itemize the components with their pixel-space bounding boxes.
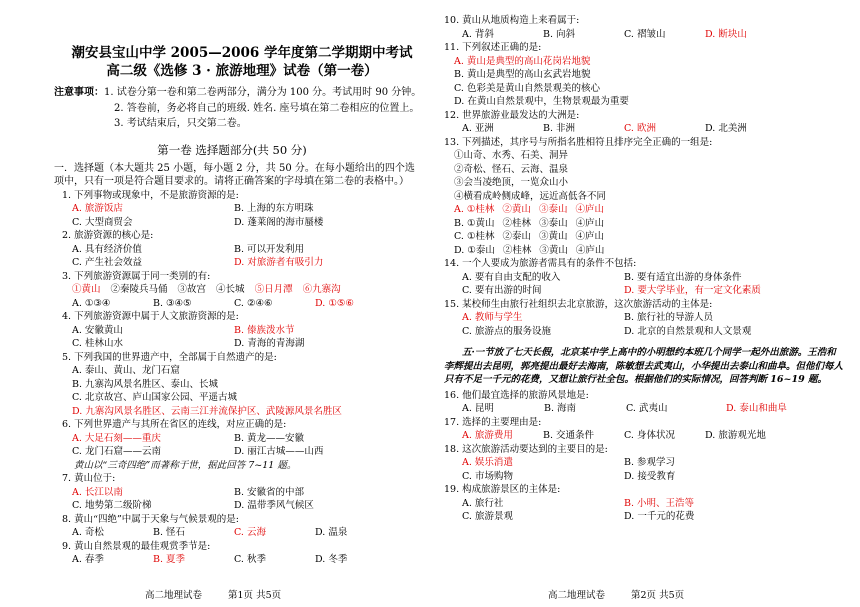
exam-subtitle: 高二级《选修 3 · 旅游地理》试卷（第一卷） [106, 63, 378, 79]
question-10: 10. 黄山从地质构造上来看属于: A. 背斜 B. 向斜 C. 褶皱山 D. 断块山 [444, 15, 747, 40]
section-title: 第一卷 选择题部分(共 50 分) [157, 142, 307, 157]
question-12: 12. 世界旅游业最发达的大洲是: A. 亚洲 B. 非洲 C. 欧洲 D. 北美洲 [444, 109, 747, 134]
note-3: 3. 考试结束后，只交第二卷。 [114, 118, 247, 129]
footer-right-name: 高二地理试卷 [548, 590, 606, 601]
question-14: 14. 一个人要成为旅游者需具有的条件不包括: A. 要有自由支配的收入 B. 要有适宜出游的身体条件 C. 要有出游的时间 D. 要大学毕业，有一定文化素质 [444, 258, 761, 296]
notes [54, 85, 432, 132]
instructions: 一．选择题（本大题共 25 小题，每小题 2 分，共 50 分。在每小题给出的四个选项中，只有一项是符合题目要求的。请将正确答案的字母填在第二卷的表格中。） [54, 162, 415, 187]
note-1: 1. 试卷分第一卷和第二卷两部分，满分为 100 分。考试用时 90 分钟。 [104, 87, 422, 98]
question-7: 7. 黄山位于: A. 长江以南 B. 安徽省的中部 C. 地势第二级阶梯 D. 温带季风气候区 [62, 473, 314, 511]
footer-right [548, 587, 710, 601]
question-6: 6. 下列世界遗产与其所在省区的连线，对应正确的是: A. 大足石刻——重庆 B. 黄龙——安徽 C. 龙门石窟——云南 D. 丽江古城——山西 [62, 419, 324, 457]
footer-left-name: 高二地理试卷 [145, 590, 203, 601]
question-5: 5. 下列我国的世界遗产中，全部属于自然遗产的是: A. 泰山、黄山、龙门石窟 B. 九寨沟风景名胜区、泰山、长城 C. 北京故宫、庐山国家公园、平遥古城 D. 九寨沟风景名胜区、云南三江并流保护区、武陵源风景名胜区 [62, 351, 342, 417]
question-17: 17. 选择的主要理由是: A. 旅游费用 B. 交通条件 C. 身体状况 D. 旅游观光地 [444, 416, 766, 441]
question-15: 15. 某校师生由旅行社组织去北京旅游，这次旅游活动的主体是: A. 教师与学生 B. 旅行社的导游人员 C. 旅游点的服务设施 D. 北京的自然景观和人文景观 [444, 298, 752, 337]
question-1: 1. 下列事物或现象中，不是旅游资源的是: A. 旅游饭店 B. 上海的东方明珠 C. 大型商贸会 D. 蓬莱阁的海市蜃楼 [62, 189, 324, 228]
notes-label: 注意事项： [54, 87, 104, 98]
question-3: 3. 下列旅游资源属于同一类别的有: ①黄山 ②秦陵兵马俑 ③故宫 ④长城 ⑤日月潭 ⑥九寨沟 A. ①③④ B. ③④⑤ C. ②④⑥ D. ①⑤⑥ [62, 270, 354, 309]
question-18: 18. 这次旅游活动要达到的主要目的是: A. 娱乐消遣 B. 参观学习 C. 市场购物 D. 接受教育 [444, 443, 676, 482]
question-11: 11. 下列叙述正确的是: A. 黄山是典型的高山花岗岩地貌 B. 黄山是典型的高山玄武岩地貌 C. 色彩美是黄山自然景观美的核心 D. 在黄山自然景观中，生物景观最为重要 [444, 42, 629, 107]
page-right [432, 0, 860, 607]
question-13: 13. 下列描述，其序号与所指名胜相符且排序完全正确的一组是: ①山奇、水秀、石美、洞异 ②奇松、怪石、云海、温泉 ③会当凌绝顶，一览众山小 ④横看成岭侧成峰，远近高低各不同 A. ①桂林 ②黄山 ③泰山 ④庐山 B. ①黄山 ②桂林 ③泰山 ④庐山 C. ①桂林 ②泰山 ③黄山 ④庐山 D. ①泰山 ②桂林 ③黄山 ④庐山 [444, 136, 713, 256]
note-2: 2. 答卷前，务必将自己的班级. 姓名. 座号填在第二卷相应的位置上。 [114, 102, 420, 114]
footer-left [145, 587, 307, 601]
reading-note: 黄山以“三奇四绝”而著称于世，据此回答 7~11 题。 [74, 459, 297, 471]
question-2: 2. 旅游资源的核心是: A. 具有经济价值 B. 可以开发利用 C. 产生社会效益 D. 对旅游者有吸引力 [62, 230, 324, 268]
reading-passage: 五·一节放了七天长假，北京某中学上高中的小明想约本班几个同学一起外出旅游。王浩和李辉提出去昆明，郭亮提出最好去海南，陈敏想去武夷山，小华提出去泰山和曲阜。但他们每人只有不足一千元的花费，又想让旅行社全包。根据他们的实际情况，回答判断 16~19 题。 [444, 347, 844, 385]
question-16: 16. 他们最宜选择的旅游风景地是: A. 昆明 B. 海南 C. 武夷山 D. 泰山和曲阜 [444, 389, 787, 414]
footer-right-page: 第2页 共5页 [631, 590, 685, 601]
question-19: 19. 构成旅游景区的主体是: A. 旅行社 B. 小明、王浩等 C. 旅游景观 D. 一千元的花费 [444, 484, 695, 522]
question-4: 4. 下列旅游资源中属于人文旅游资源的是: A. 安徽黄山 B. 傣族泼水节 C. 桂林山水 D. 青海的青海湖 [62, 311, 305, 349]
exam-title: 潮安县宝山中学 2005—2006 学年度第二学期期中考试 [71, 45, 413, 61]
footer-left-page: 第1页 共5页 [228, 590, 282, 601]
question-8: 8. 黄山“四绝”中属于天象与气候景观的是: A. 奇松 B. 怪石 C. 云海 D. 温泉 [62, 513, 348, 538]
question-9: 9. 黄山自然景观的最佳观赏季节是: A. 春季 B. 夏季 C. 秋季 D. 冬季 [62, 540, 348, 565]
